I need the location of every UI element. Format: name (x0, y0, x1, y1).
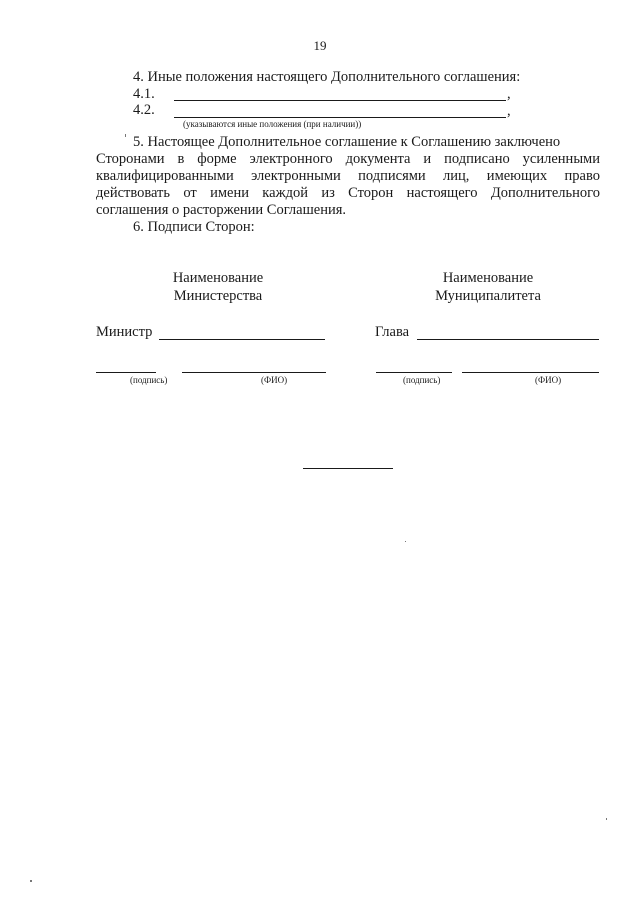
right-fio-label: (ФИО) (535, 375, 562, 385)
section4-item1-end: , (507, 86, 511, 102)
right-party-role: Глава (375, 324, 410, 340)
section4-hint: (указываются иные положения (при наличии)) (183, 119, 362, 129)
section5-line-4: действовать от имени каждой из Сторон настоящего Дополнительного (96, 185, 600, 201)
section4-item1-number: 4.1. (133, 86, 155, 102)
left-fio-label: (ФИО) (261, 375, 288, 385)
scan-speck (30, 880, 32, 882)
left-party-role-line (159, 339, 325, 340)
section4-heading: 4. Иные положения настоящего Дополнительного соглашения: (133, 69, 521, 85)
left-party-role: Министр (96, 324, 153, 340)
left-signature-label: (подпись) (130, 375, 168, 385)
right-signature-label: (подпись) (403, 375, 441, 385)
section5-line-3: квалифицированными электронными подписями лиц, имеющих право (96, 168, 600, 184)
page-number: 19 (313, 38, 327, 53)
right-signature-line (376, 372, 452, 373)
section5-line-2: Сторонами в форме электронного документа и подписано усиленными (96, 151, 600, 167)
right-fio-line (462, 372, 599, 373)
scan-speck (405, 541, 406, 542)
right-party-name-line1: Наименование (442, 270, 534, 286)
end-separator-line (303, 468, 393, 469)
section5-line-1: 5. Настоящее Дополнительное соглашение к Соглашению заключено (133, 134, 561, 150)
left-fio-line (182, 372, 326, 373)
left-party-name-line1: Наименование (172, 270, 264, 286)
section4-item2-end: , (507, 103, 511, 119)
section6-heading: 6. Подписи Сторон: (133, 219, 255, 235)
right-party-role-line (417, 339, 599, 340)
section4-item2-blank (174, 117, 506, 118)
left-party-name-line2: Министерства (173, 288, 263, 304)
section4-item2-number: 4.2. (133, 102, 155, 118)
scan-speck (125, 134, 126, 137)
left-signature-line (96, 372, 156, 373)
scan-speck (606, 818, 607, 820)
right-party-name-line2: Муниципалитета (435, 288, 541, 304)
section4-item1-blank (174, 100, 506, 101)
section5-line-5: соглашения о расторжении Соглашения. (96, 202, 347, 218)
